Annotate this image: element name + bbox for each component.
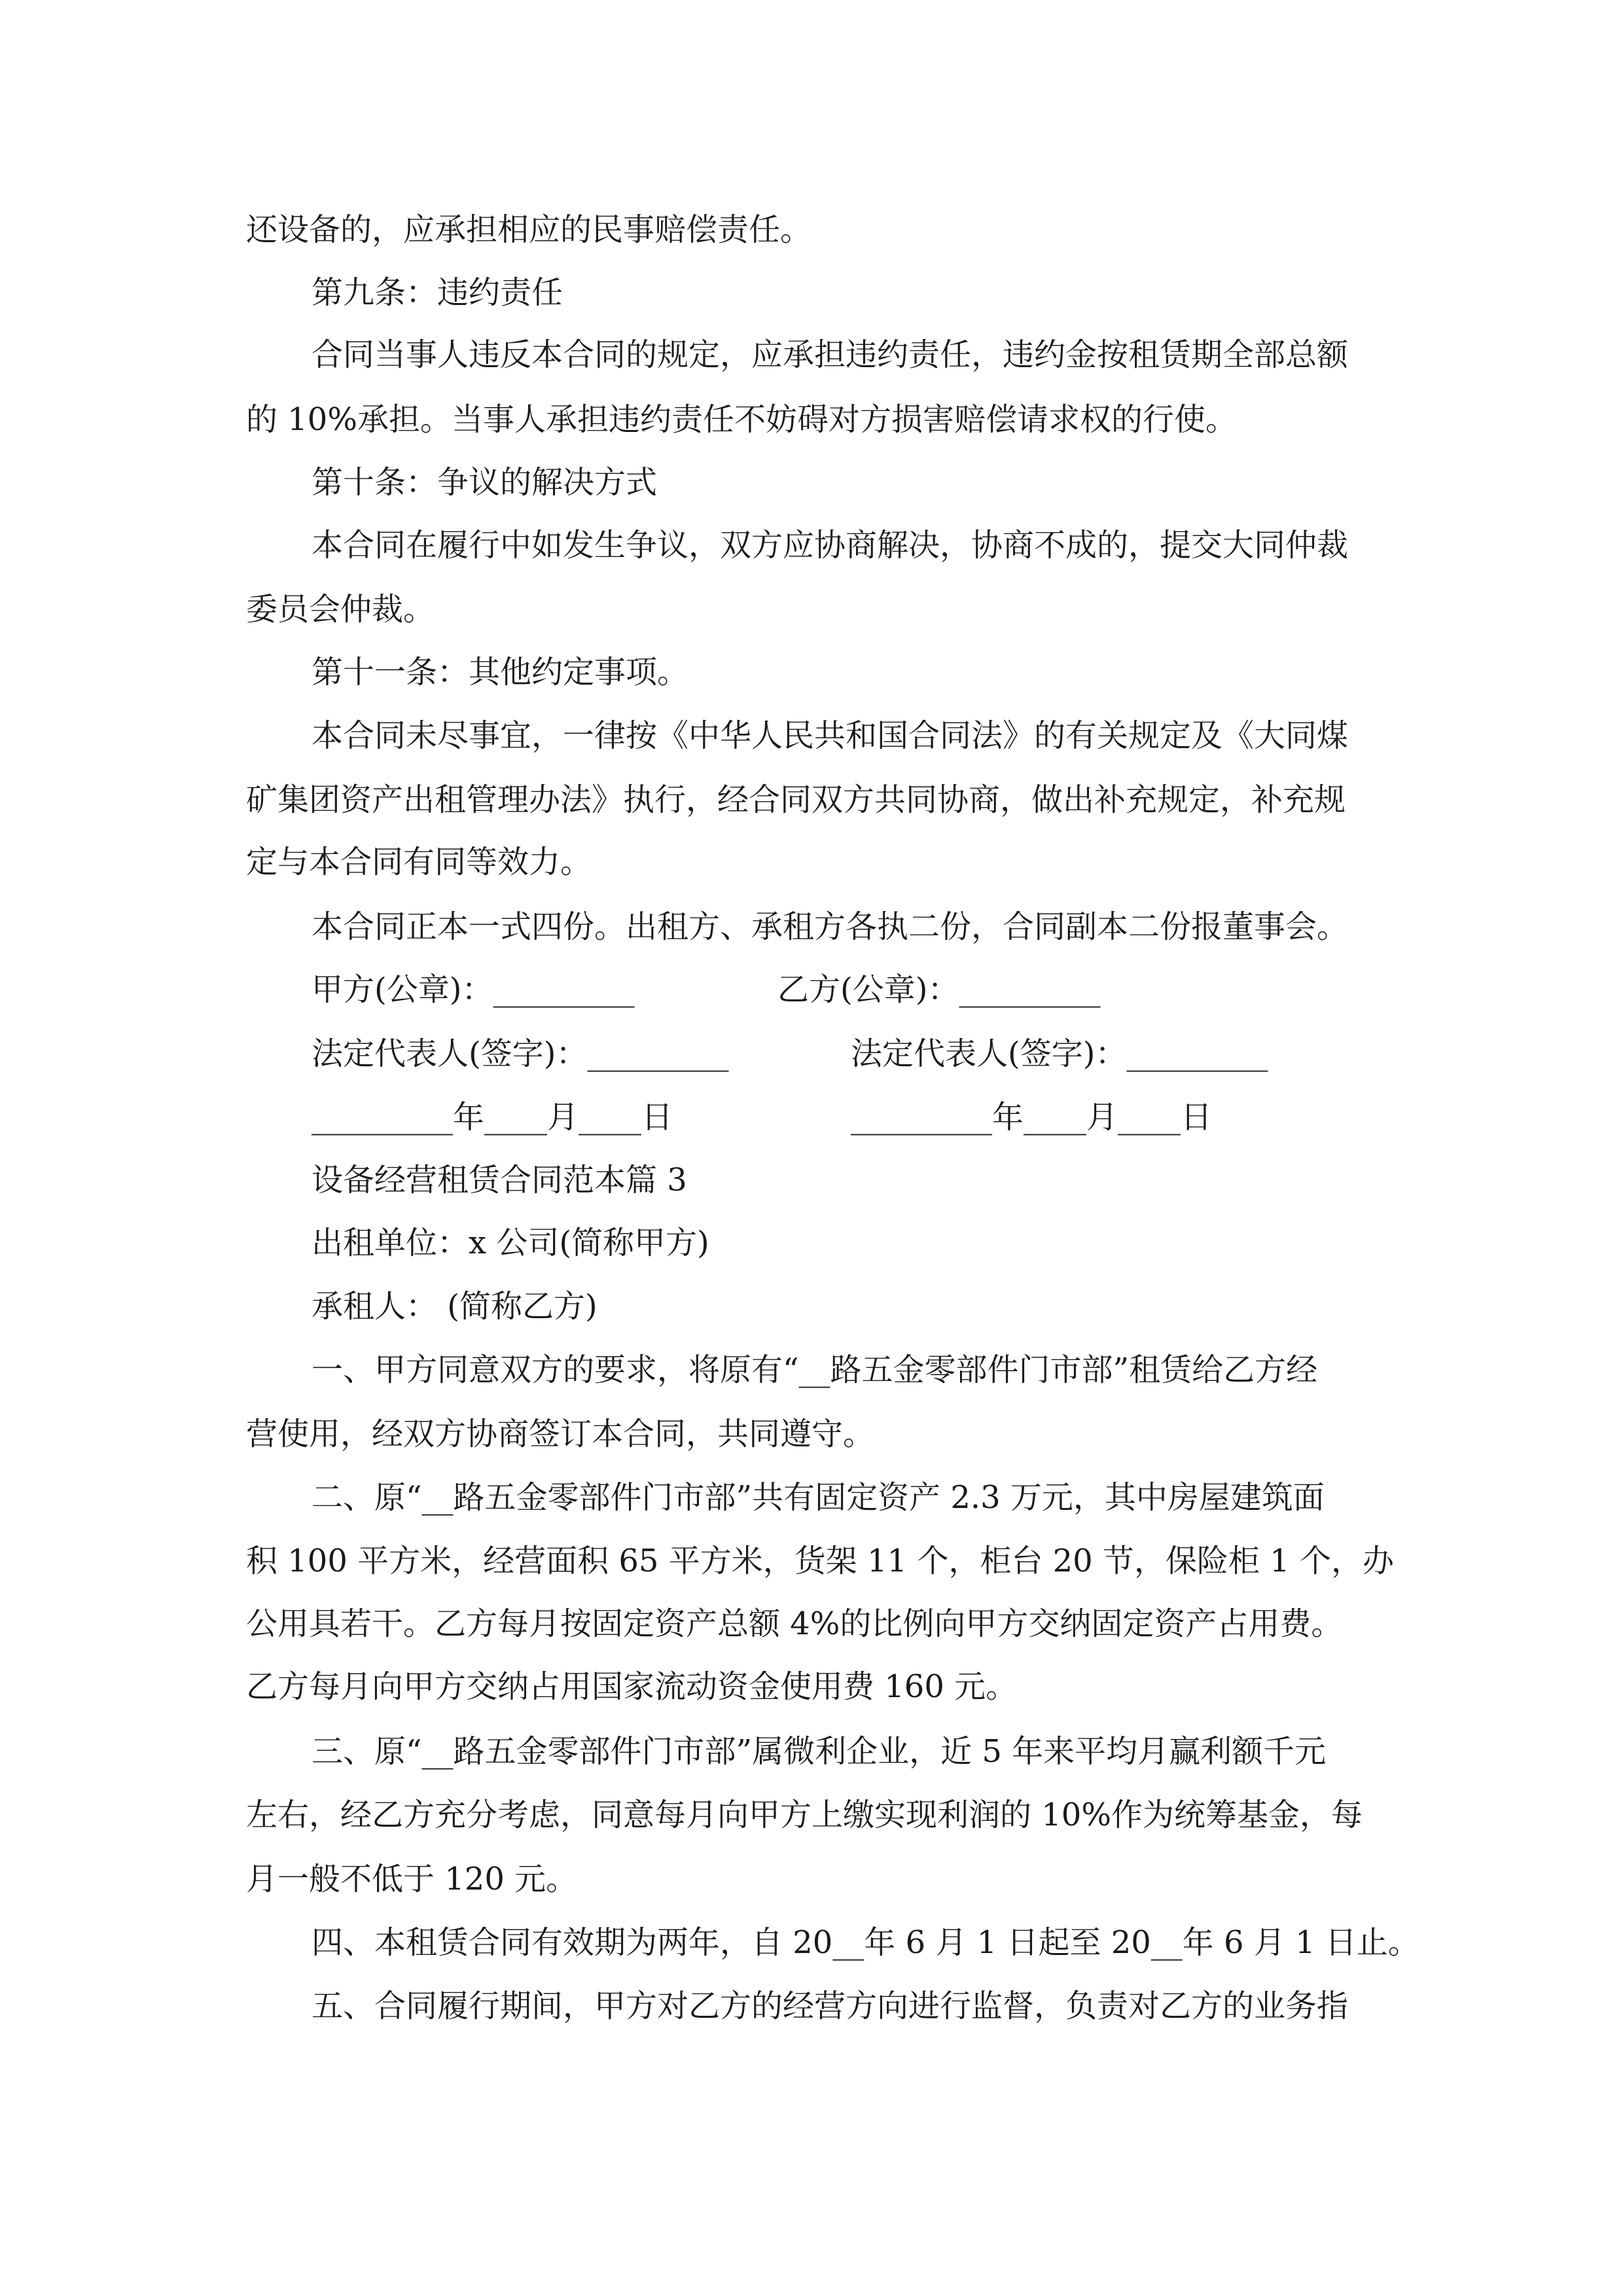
text-line: 一、甲方同意双方的要求，将原有“__路五金零部件门市部”租赁给乙方经 [312,1352,1318,1388]
text-line: 本合同在履行中如发生争议，双方应协商解决，协商不成的，提交大同仲裁 [312,527,1349,564]
article-heading: 第九条：违约责任 [312,274,563,311]
text-line: 本合同未尽事宜，一律按《中华人民共和国合同法》的有关规定及《大同煤 [312,717,1349,754]
text-line: 定与本合同有同等效力。 [246,844,592,880]
text-line: 二、原“__路五金零部件门市部”共有固定资产 2.3 万元，其中房屋建筑面 [312,1479,1325,1516]
text-line: 出租单位：x 公司(简称甲方) [312,1225,709,1261]
party-a-representative: 法定代表人(签字)：_________ [312,1035,729,1072]
text-line: 营使用，经双方协商签订本合同，共同遵守。 [246,1416,875,1452]
text-line: 三、原“__路五金零部件门市部”属微利企业，近 5 年来平均月赢利额千元 [312,1733,1327,1770]
section-title: 设备经营租赁合同范本篇 3 [312,1162,687,1198]
article-heading: 第十一条：其他约定事项。 [312,654,689,691]
article-heading: 第十条：争议的解决方式 [312,464,658,501]
text-line: 承租人： (简称乙方) [312,1288,597,1325]
text-line: 合同当事人违反本合同的规定，应承担违约责任，违约金按租赁期全部总额 [312,336,1349,373]
party-b-seal: 乙方(公章)：_________ [777,971,1101,1008]
text-line: 公用具若干。乙方每月按固定资产总额 4%的比例向甲方交纳固定资产占用费。 [246,1605,1343,1642]
party-b-date: _________年____月____日 [851,1099,1213,1136]
text-line: 本合同正本一式四份。出租方、承租方各执二份，合同副本二份报董事会。 [312,908,1349,945]
text-line: 的 10%承担。当事人承担违约责任不妨碍对方损害赔偿请求权的行使。 [246,401,1237,438]
text-line: 委员会仲裁。 [246,591,435,628]
text-line: 积 100 平方米，经营面积 65 平方米，货架 11 个，柜台 20 节，保险柜 1 个，办 [246,1543,1394,1579]
text-line: 四、本租赁合同有效期为两年，自 20__年 6 月 1 日起至 20__年 6 月 1 日止。 [312,1924,1419,1961]
party-a-seal: 甲方(公章)：_________ [312,971,635,1008]
text-line: 左右，经乙方充分考虑，同意每月向甲方上缴实现利润的 10%作为统筹基金，每 [246,1797,1363,1833]
text-line: 月一般不低于 120 元。 [246,1861,578,1897]
text-line: 乙方每月向甲方交纳占用国家流动资金使用费 160 元。 [246,1668,1018,1705]
text-line: 矿集团资产出租管理办法》执行，经合同双方共同协商，做出补充规定，补充规 [246,781,1346,818]
text-line: 五、合同履行期间，甲方对乙方的经营方向进行监督，负责对乙方的业务指 [312,1988,1349,2024]
text-line: 还设备的，应承担相应的民事赔偿责任。 [246,211,812,248]
party-b-representative: 法定代表人(签字)：_________ [851,1035,1268,1072]
party-a-date: _________年____月____日 [312,1099,673,1136]
